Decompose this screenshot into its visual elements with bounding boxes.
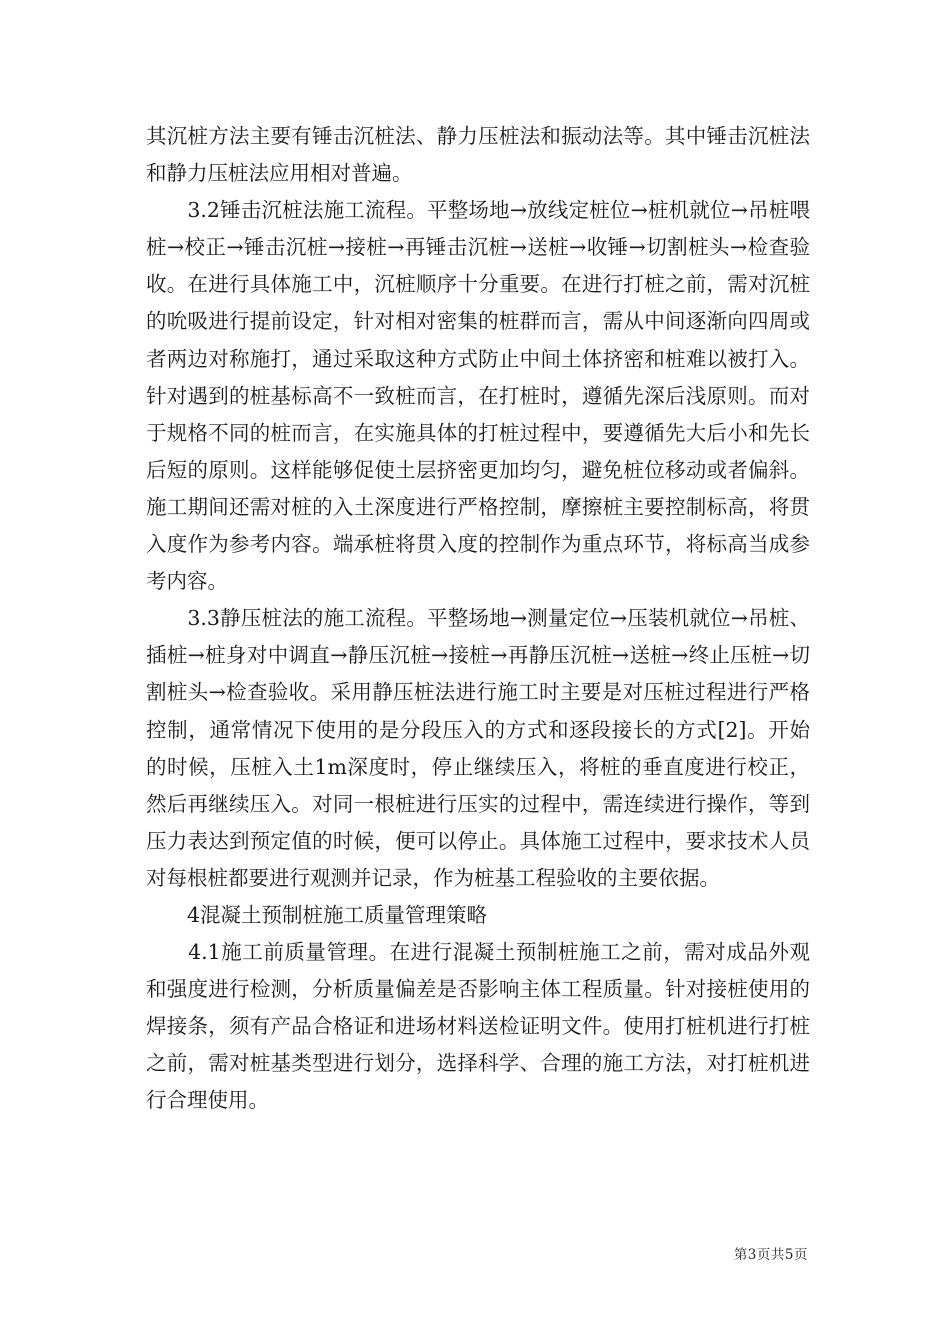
paragraph-intro: 其沉桩方法主要有锤击沉桩法、静力压桩法和振动法等。其中锤击沉桩法和静力压桩法应用相对普遍。	[146, 124, 810, 186]
page-number: 第3页共5页	[733, 1247, 808, 1263]
section-heading-4: 4混凝土预制桩施工质量管理策略	[146, 902, 488, 927]
paragraph-section-3-3: 3.3静压桩法的施工流程。平整场地→测量定位→压装机就位→吊桩、插桩→桩身对中调直→静压沉桩→接桩→再静压沉桩→送桩→终止压桩→切割桩头→检查验收。采用静压桩法进行施工时主要是对压桩过程进行严格控制，通常情况下使用的是分段压入的方式和逐段接长的方式[2]。开始的时候，压桩入土1m深度时，停止继续压入，将桩的垂直度进行校正，然后再继续压入。对同一根桩进行压实的过程中，需连续进行操作，等到压力表达到预定值的时候，便可以停止。具体施工过程中，要求技术人员对每根桩都要进行观测并记录，作为桩基工程验收的主要依据。	[146, 606, 810, 890]
paragraph-section-3-2: 3.2锤击沉桩法施工流程。平整场地→放线定桩位→桩机就位→吊桩喂桩→校正→锤击沉桩→接桩→再锤击沉桩→送桩→收锤→切割桩头→检查验收。在进行具体施工中，沉桩顺序十分重要。在进行打桩之前，需对沉桩的吮吸进行提前设定，针对相对密集的桩群而言，需从中间逐渐向四周或者两边对称施打，通过采取这种方式防止中间土体挤密和桩难以被打入。针对遇到的桩基标高不一致桩而言，在打桩时，遵循先深后浅原则。而对于规格不同的桩而言，在实施具体的打桩过程中，要遵循先大后小和先长后短的原则。这样能够促使土层挤密更加均匀，避免桩位移动或者偏斜。施工期间还需对桩的入土深度进行严格控制，摩擦桩主要控制标高，将贯入度作为参考内容。端承桩将贯入度的控制作为重点环节，将标高当成参考内容。	[146, 198, 810, 594]
body-text	[146, 118, 810, 1120]
paragraph-section-4-1: 4.1施工前质量管理。在进行混凝土预制桩施工之前，需对成品外观和强度进行检测，分析质量偏差是否影响主体工程质量。针对接桩使用的焊接条，须有产品合格证和进场材料送检证明文件。使用打桩机进行打桩之前，需对桩基类型进行划分，选择科学、合理的施工方法，对打桩机进行合理使用。	[146, 940, 810, 1113]
